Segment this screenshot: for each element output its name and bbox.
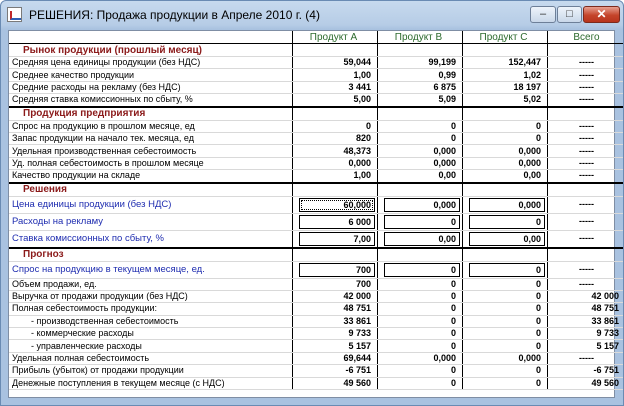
- row-label: Удельная производственная себестоимость: [9, 145, 293, 157]
- row-label: Запас продукции на начало тек. месяца, ед: [9, 132, 293, 144]
- table-row: [9, 352, 624, 364]
- row-label: - производственная себестоимость: [9, 315, 293, 327]
- row-label: Объем продажи, ед.: [9, 278, 293, 290]
- cell-product-b: 0: [378, 290, 463, 302]
- cell-total: -----: [548, 196, 624, 213]
- commission-input-product-a[interactable]: 7,00: [299, 232, 375, 246]
- section-decisions: [9, 183, 624, 197]
- cell-product-a: 9 733: [293, 328, 378, 340]
- cell-product-b: 0,00: [378, 170, 463, 183]
- cell-product-b: 5,09: [378, 94, 463, 107]
- cell-total: -----: [548, 170, 624, 183]
- cell-total: 33 861: [548, 315, 624, 327]
- row-label: Спрос на продукцию в текущем месяце, ед.: [9, 261, 293, 278]
- cell-product-c: 0,000: [463, 157, 548, 169]
- table-row: [9, 157, 624, 169]
- table-row: [9, 170, 624, 183]
- col-header-product-c: Продукт C: [463, 31, 548, 44]
- cell-product-b: 0,000: [378, 145, 463, 157]
- cell-product-b: 0: [378, 365, 463, 377]
- row-label: Полная себестоимость продукции:: [9, 303, 293, 315]
- cell-product-a: 700: [293, 278, 378, 290]
- cell-product-b: 0: [378, 377, 463, 389]
- cell-product-a: -6 751: [293, 365, 378, 377]
- table-row: [9, 81, 624, 93]
- row-label: Средняя ставка комиссионных по сбыту, %: [9, 94, 293, 107]
- cell-product-c: 0: [463, 328, 548, 340]
- col-header-total: Всего: [548, 31, 624, 44]
- cell-product-a: 59,044: [293, 57, 378, 69]
- cell-product-c: 0: [463, 315, 548, 327]
- close-icon: ✕: [596, 7, 607, 21]
- cell-total: -----: [548, 94, 624, 107]
- cell-product-b: 0,99: [378, 69, 463, 81]
- maximize-icon: □: [566, 8, 573, 20]
- table-row: [9, 230, 624, 248]
- table-row: [9, 132, 624, 144]
- cell-product-c: 152,447: [463, 57, 548, 69]
- cell-product-b: 0: [378, 278, 463, 290]
- cell-product-b: 0: [378, 328, 463, 340]
- section-forecast: [9, 248, 624, 262]
- table-row: [9, 377, 624, 389]
- cell-product-a: 3 441: [293, 81, 378, 93]
- cell-product-c: 5,02: [463, 94, 548, 107]
- cell-product-c: 0,00: [463, 170, 548, 183]
- section-title: Продукция предприятия: [9, 107, 293, 121]
- cell-total: 42 000: [548, 290, 624, 302]
- ad-expense-input-product-c[interactable]: 0: [469, 215, 545, 229]
- cell-product-c: 0: [463, 303, 548, 315]
- maximize-button[interactable]: [557, 6, 582, 23]
- cell-total: -----: [548, 157, 624, 169]
- cell-product-c: 0,000: [463, 352, 548, 364]
- table-row: [9, 94, 624, 107]
- cell-total: 9 733: [548, 328, 624, 340]
- cell-product-c: 0,000: [463, 145, 548, 157]
- window-title: РЕШЕНИЯ: Продажа продукции в Апреле 2010 г. (4): [29, 8, 320, 22]
- demand-input-product-c[interactable]: 0: [469, 263, 545, 277]
- cell-product-b: 0: [378, 340, 463, 352]
- cell-product-c: 0: [463, 340, 548, 352]
- commission-input-product-b[interactable]: 0,00: [384, 232, 460, 246]
- col-header-product-a: Продукт A: [293, 31, 378, 44]
- cell-total: -----: [548, 69, 624, 81]
- price-input-product-c[interactable]: 0,000: [469, 198, 545, 212]
- cell-product-a: 820: [293, 132, 378, 144]
- cell-product-c: 0: [463, 278, 548, 290]
- cell-product-b: 0: [378, 132, 463, 144]
- table-row: [9, 196, 624, 213]
- cell-product-b: 0: [378, 120, 463, 132]
- table-row: [9, 145, 624, 157]
- price-input-product-a[interactable]: 60,000: [299, 198, 375, 212]
- section-production: [9, 107, 624, 121]
- row-label: Уд. полная себестоимость в прошлом месяце: [9, 157, 293, 169]
- cell-product-c: 1,02: [463, 69, 548, 81]
- cell-product-a: 5,00: [293, 94, 378, 107]
- minimize-button[interactable]: [530, 6, 556, 23]
- cell-product-a: 49 560: [293, 377, 378, 389]
- cell-product-b: 0,000: [378, 157, 463, 169]
- cell-product-b: 99,199: [378, 57, 463, 69]
- cell-total: -----: [548, 120, 624, 132]
- cell-total: 5 157: [548, 340, 624, 352]
- section-title: Рынок продукции (прошлый месяц): [9, 44, 293, 57]
- row-label: Средние расходы на рекламу (без НДС): [9, 81, 293, 93]
- cell-product-a: 1,00: [293, 170, 378, 183]
- cell-total: -----: [548, 81, 624, 93]
- row-label: Расходы на рекламу: [9, 213, 293, 230]
- cell-product-c: 0: [463, 120, 548, 132]
- table-row: [9, 315, 624, 327]
- table-row: [9, 69, 624, 81]
- row-label: Денежные поступления в текущем месяце (с НДС): [9, 377, 293, 389]
- table-row: [9, 340, 624, 352]
- minimize-icon: –: [539, 8, 547, 20]
- row-label: - управленческие расходы: [9, 340, 293, 352]
- section-title: Решения: [9, 183, 293, 197]
- table-row: [9, 290, 624, 302]
- cell-total: -----: [548, 230, 624, 248]
- cell-product-a: 5 157: [293, 340, 378, 352]
- row-label: - коммерческие расходы: [9, 328, 293, 340]
- row-label: Спрос на продукцию в прошлом месяце, ед: [9, 120, 293, 132]
- cell-product-a: 0,000: [293, 157, 378, 169]
- cell-product-c: 0: [463, 377, 548, 389]
- cell-product-a: 1,00: [293, 69, 378, 81]
- header-blank: [9, 31, 293, 44]
- ad-expense-input-product-a[interactable]: 6 000: [299, 215, 375, 229]
- cell-product-a: 48,373: [293, 145, 378, 157]
- price-input-product-b[interactable]: 0,000: [384, 198, 460, 212]
- table-row: [9, 120, 624, 132]
- commission-input-product-c[interactable]: 0,00: [469, 232, 545, 246]
- decisions-table: [9, 31, 624, 390]
- row-label: Выручка от продажи продукции (без НДС): [9, 290, 293, 302]
- cell-product-a: 48 751: [293, 303, 378, 315]
- row-label: Качество продукции на складе: [9, 170, 293, 183]
- section-title: Прогноз: [9, 248, 293, 262]
- app-icon[interactable]: [7, 7, 22, 22]
- cell-product-b: 0: [378, 303, 463, 315]
- cell-total: -----: [548, 145, 624, 157]
- row-label: Удельная полная себестоимость: [9, 352, 293, 364]
- cell-product-b: 6 875: [378, 81, 463, 93]
- table-row: [9, 328, 624, 340]
- table-row: [9, 213, 624, 230]
- ad-expense-input-product-b[interactable]: 0: [384, 215, 460, 229]
- section-market: [9, 44, 624, 57]
- row-label: Ставка комиссионных по сбыту, %: [9, 230, 293, 248]
- cell-product-b: 0,000: [378, 352, 463, 364]
- table-row: [9, 57, 624, 69]
- table-row: [9, 303, 624, 315]
- cell-total: -----: [548, 278, 624, 290]
- row-label: Прибыль (убыток) от продажи продукции: [9, 365, 293, 377]
- cell-total: -----: [548, 57, 624, 69]
- cell-product-c: 0: [463, 132, 548, 144]
- cell-product-a: 69,644: [293, 352, 378, 364]
- cell-product-c: 0: [463, 290, 548, 302]
- cell-total: -6 751: [548, 365, 624, 377]
- row-label: Средняя цена единицы продукции (без НДС): [9, 57, 293, 69]
- table-row: [9, 365, 624, 377]
- cell-total: -----: [548, 132, 624, 144]
- cell-total: 49 560: [548, 377, 624, 389]
- table-row: [9, 278, 624, 290]
- demand-input-product-a[interactable]: 700: [299, 263, 375, 277]
- cell-total: -----: [548, 261, 624, 278]
- decisions-table-panel: [8, 30, 619, 398]
- cell-total: -----: [548, 213, 624, 230]
- row-label: Цена единицы продукции (без НДС): [9, 196, 293, 213]
- title-bar[interactable]: [1, 1, 623, 29]
- cell-product-c: 18 197: [463, 81, 548, 93]
- cell-product-a: 42 000: [293, 290, 378, 302]
- cell-total: 48 751: [548, 303, 624, 315]
- close-button[interactable]: [583, 6, 620, 23]
- cell-product-c: 0: [463, 365, 548, 377]
- row-label: Среднее качество продукции: [9, 69, 293, 81]
- table-header-row: [9, 31, 624, 44]
- cell-total: -----: [548, 352, 624, 364]
- table-row: [9, 261, 624, 278]
- cell-product-b: 0: [378, 315, 463, 327]
- cell-product-a: 33 861: [293, 315, 378, 327]
- demand-input-product-b[interactable]: 0: [384, 263, 460, 277]
- cell-product-a: 0: [293, 120, 378, 132]
- col-header-product-b: Продукт B: [378, 31, 463, 44]
